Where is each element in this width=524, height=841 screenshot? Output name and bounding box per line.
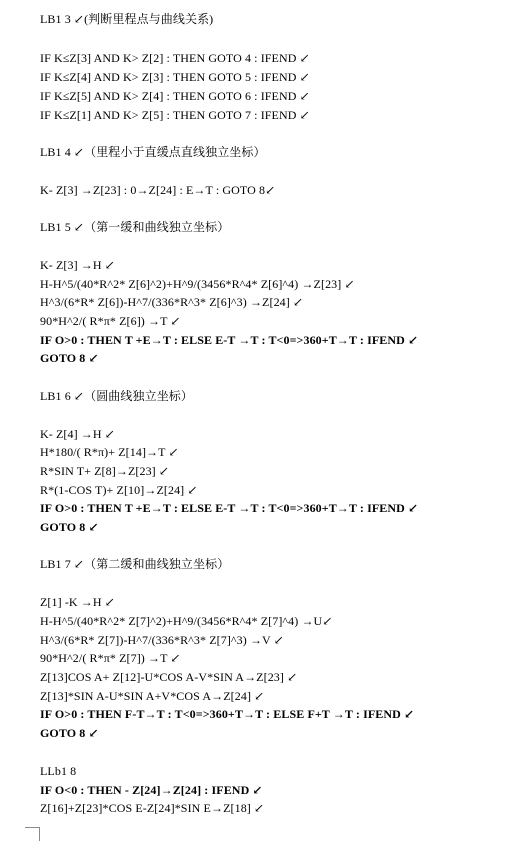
label-lb1-5: LB1 5 ↙（第一缓和曲线独立坐标） <box>40 220 230 234</box>
code-line-lb7-5: Z[13]COS A+ Z[12]-U*COS A-V*SIN A→Z[23] ↙ <box>40 670 298 684</box>
label-lb1-7: LB1 7 ↙（第二缓和曲线独立坐标） <box>40 557 230 571</box>
code-line-lb5-5: IF O>0 : THEN T +E→T : ELSE E-T →T : T<0=>360+T→T : IFEND ↙ <box>40 333 419 347</box>
code-line-lb7-6: Z[13]*SIN A-U*SIN A+V*COS A→Z[24] ↙ <box>40 689 265 703</box>
code-line-lb7-4: 90*H^2/( R*π* Z[7]) →T ↙ <box>40 651 181 665</box>
code-line-lb7-7: IF O>0 : THEN F-T→T : T<0=>360+T→T : ELSE F+T →T : IFEND ↙ <box>40 707 415 721</box>
label-lb1-3: LB1 3 ↙(判断里程点与曲线关系) <box>40 12 214 26</box>
code-line-lb6-1: K- Z[4] →H ↙ <box>40 427 115 441</box>
code-line-lb7-8: GOTO 8 ↙ <box>40 726 99 740</box>
code-line-lb5-6: GOTO 8 ↙ <box>40 351 99 365</box>
code-line-lb7-2: H-H^5/(40*R^2* Z[7]^2)+H^9/(3456*R^4* Z[7]^4) →U↙ <box>40 614 333 628</box>
code-line-lb5-1: K- Z[3] →H ↙ <box>40 258 115 272</box>
code-line-lb6-2: H*180/( R*π)+ Z[14]→T ↙ <box>40 445 179 459</box>
code-line-lb5-2: H-H^5/(40*R^2* Z[6]^2)+H^9/(3456*R^4* Z[6]^4) →Z[23] ↙ <box>40 277 355 291</box>
code-line-lb8-1: IF O<0 : THEN - Z[24]→Z[24] : IFEND ↙ <box>40 783 263 797</box>
code-line-if-4: IF K≤Z[1] AND K> Z[5] : THEN GOTO 7 : IFEND ↙ <box>40 108 310 122</box>
code-line-lb6-3: R*SIN T+ Z[8]→Z[23] ↙ <box>40 464 170 478</box>
code-line-lb5-4: 90*H^2/( R*π* Z[6]) →T ↙ <box>40 314 181 328</box>
code-line-lb4-1: K- Z[3] →Z[23] : 0→Z[24] : E→T : GOTO 8↙ <box>40 183 276 197</box>
code-line-lb7-1: Z[1] -K →H ↙ <box>40 595 115 609</box>
label-lb1-6: LB1 6 ↙（圆曲线独立坐标） <box>40 389 193 403</box>
label-llb1-8: LLb1 8 <box>40 764 77 778</box>
code-line-lb6-5: IF O>0 : THEN T +E→T : ELSE E-T →T : T<0=>360+T→T : IFEND ↙ <box>40 501 419 515</box>
code-line-lb6-4: R*(1-COS T)+ Z[10]→Z[24] ↙ <box>40 483 198 497</box>
code-line-if-3: IF K≤Z[5] AND K> Z[4] : THEN GOTO 6 : IFEND ↙ <box>40 89 310 103</box>
code-line-lb5-3: H^3/(6*R* Z[6])-H^7/(336*R^3* Z[6]^3) →Z[24] ↙ <box>40 295 304 309</box>
code-line-lb6-6: GOTO 8 ↙ <box>40 520 99 534</box>
code-line-if-2: IF K≤Z[4] AND K> Z[3] : THEN GOTO 5 : IFEND ↙ <box>40 70 310 84</box>
page-corner-mark <box>25 827 40 841</box>
code-line-if-1: IF K≤Z[3] AND K> Z[2] : THEN GOTO 4 : IFEND ↙ <box>40 51 310 65</box>
code-line-lb7-3: H^3/(6*R* Z[7])-H^7/(336*R^3* Z[7]^3) →V ↙ <box>40 633 284 647</box>
label-lb1-4: LB1 4 ↙（里程小于直缓点直线独立坐标） <box>40 145 266 159</box>
code-line-lb8-2: Z[16]+Z[23]*COS E-Z[24]*SIN E→Z[18] ↙ <box>40 801 265 815</box>
